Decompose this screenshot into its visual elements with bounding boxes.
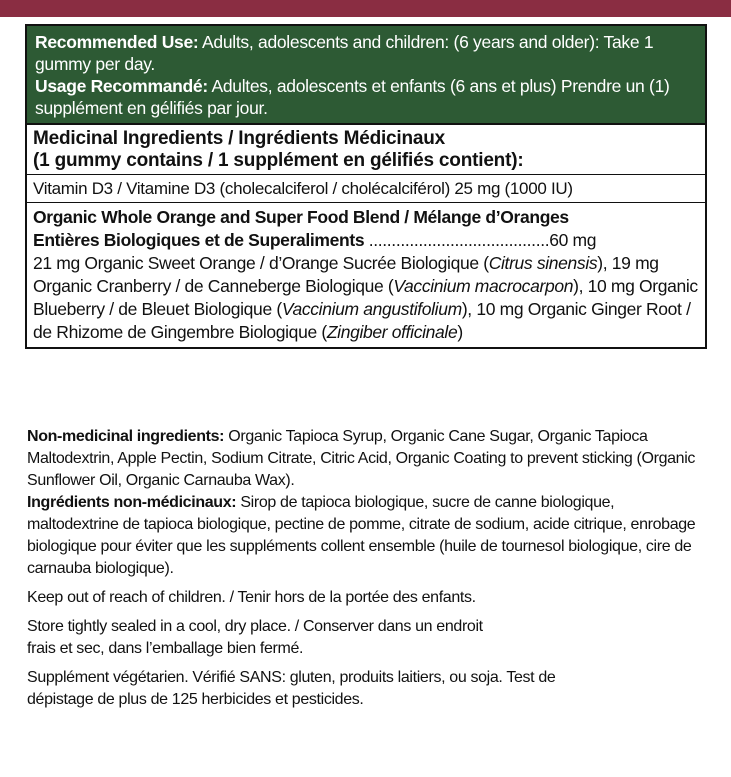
- blend-components: 21 mg Organic Sweet Orange / d’Orange Sucrée Biologique (Citrus sinensis), 19 mg Organic Cranberry / de Canneberge Biologique (Vaccinium macrocarpon), 10 mg Organic Blueberry / de Bleuet Biologique (Vaccinium angustifolium), 10 mg Organic Ginger Root / de Rhizome de Gingembre Biologique (Zingiber officinale): [33, 253, 698, 342]
- warning-text: Keep out of reach of children. / Tenir hors de la portée des enfants.: [27, 589, 476, 606]
- vegetarian-text: Supplément végétarien. Vérifié SANS: gluten, produits laitiers, ou soja. Test de dépistage de plus de 125 herbicides et pesticides.: [27, 669, 556, 708]
- medicinal-ingredients-heading: Medicinal Ingredients / Ingrédients Médicinaux (1 gummy contains / 1 supplément en gélifiés contient):: [27, 123, 705, 175]
- non-medicinal-fr: Ingrédients non-médicinaux: Sirop de tapioca biologique, sucre de canne biologique, maltodextrine de tapioca biologique, pectine de pomme, citrate de sodium, acide citrique, enrobage biologique pour éviter que les suppléments collent ensemble (huile de tournesol biologique, cire de carnauba biologique).: [27, 494, 696, 577]
- recommended-use-box: [27, 26, 705, 123]
- non-medicinal-en: Non-medicinal ingredients: Organic Tapioca Syrup, Organic Cane Sugar, Organic Tapioca Maltodextrin, Apple Pectin, Sodium Citrate, Citric Acid, Organic Coating to prevent sticking (Organic Sunflower Oil, Organic Carnauba Wax).: [27, 428, 696, 489]
- label-lower-text: [27, 426, 707, 711]
- blend-title-line1: Organic Whole Orange and Super Food Blend / Mélange d’Oranges: [33, 207, 569, 227]
- header-color-bar: [0, 0, 731, 17]
- recommended-use-fr: Usage Recommandé: Adultes, adolescents et enfants (6 ans et plus) Prendre un (1) supplément en gélifiés par jour.: [35, 76, 670, 118]
- recommended-use-en: Recommended Use: Adults, adolescents and children: (6 years and older): Take 1 gummy per day.: [35, 32, 654, 74]
- vitamin-d3-row: Vitamin D3 / Vitamine D3 (cholecalciferol / cholécalciférol) 25 mg (1000 IU): [27, 175, 705, 203]
- supplement-facts-panel: [25, 24, 707, 349]
- blend-title-line2: Entières Biologiques et de Superaliments ........................................60 mg: [33, 230, 597, 250]
- orange-blend-section: [27, 203, 705, 347]
- storage-text: Store tightly sealed in a cool, dry place. / Conserver dans un endroit frais et sec, dans l’emballage bien fermé.: [27, 618, 483, 657]
